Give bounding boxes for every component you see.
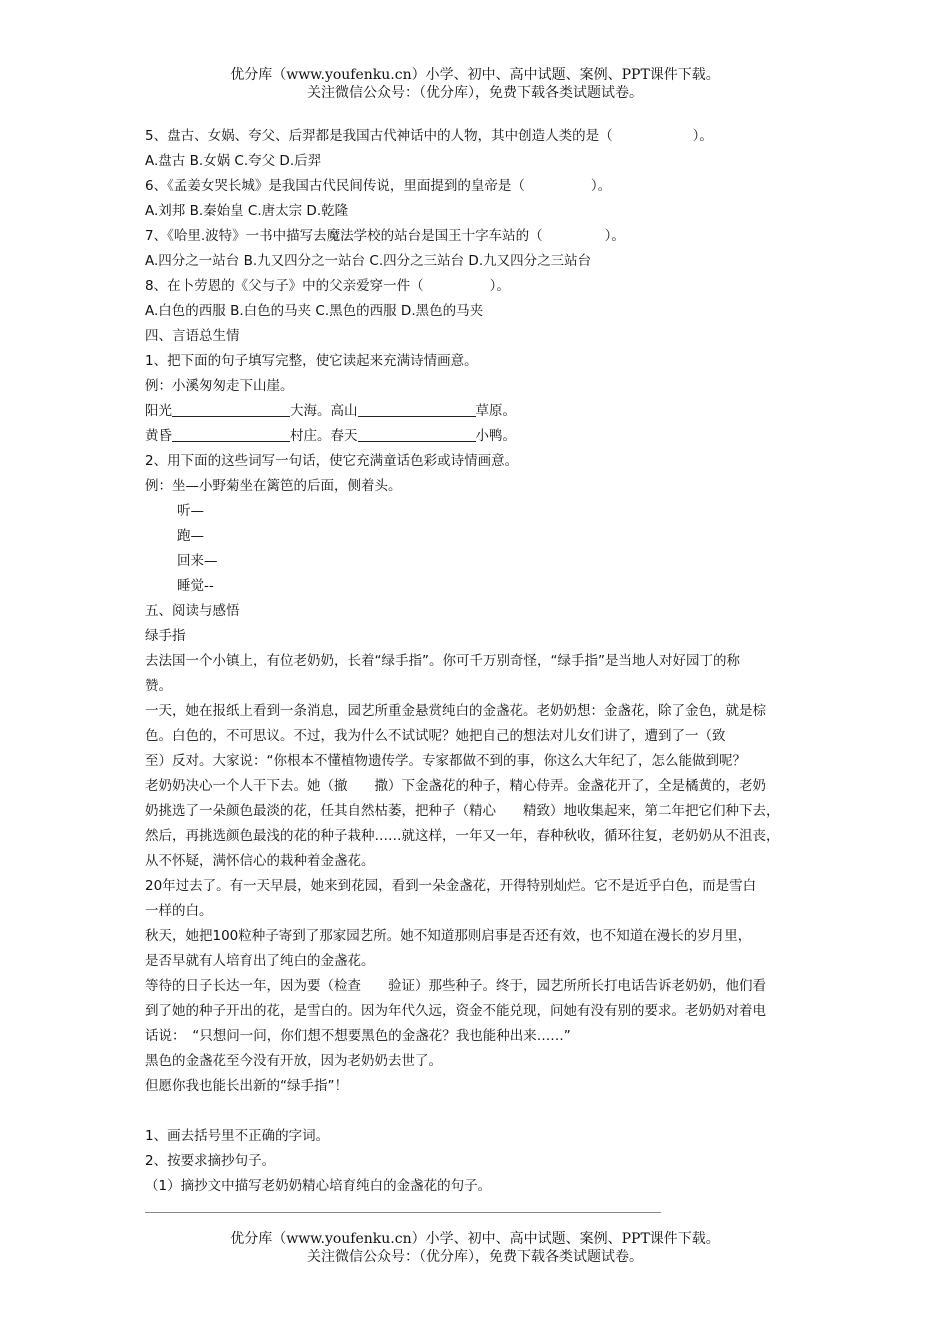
section-4-title: 四、言语总生情 bbox=[145, 328, 240, 344]
word-prompt: 跑— bbox=[177, 528, 204, 544]
story-line: 一样的白。 bbox=[145, 903, 213, 919]
spacer bbox=[145, 1099, 825, 1124]
header-line-1: 优分库（www.youfenku.cn）小学、初中、高中试题、案例、PPT课件下载。 bbox=[230, 67, 720, 83]
footer-line-1: 优分库（www.youfenku.cn）小学、初中、高中试题、案例、PPT课件下载。 bbox=[230, 1231, 720, 1247]
story-line: 20年过去了。有一天早晨，她来到花园，看到一朵金盏花，开得特别灿烂。它不是近乎白色，而是雪白 bbox=[145, 878, 757, 894]
section-4-question-2: 2、用下面的这些词写一句话，使它充满童话色彩或诗情画意。 bbox=[145, 453, 519, 469]
answer-blank[interactable] bbox=[172, 402, 290, 417]
story-line: 色。白色的，不可思议。不过，我为什么不试试呢？她把自己的想法对儿女们讲了，遭到了一（致 bbox=[145, 728, 726, 744]
question-8: 8、在卜劳恩的《父与子》中的父亲爱穿一件（ ）。 bbox=[145, 278, 510, 294]
story-line: 等待的日子长达一年，因为要（检查 验证）那些种子。终于，园艺所所长打电话告诉老奶奶，他们看 bbox=[145, 978, 766, 994]
story-line: 是否早就有人培育出了纯白的金盏花。 bbox=[145, 953, 375, 969]
question-8-options: A.白色的西服 B.白色的马夹 C.黑色的西服 D.黑色的马夹 bbox=[145, 303, 484, 319]
reading-question: （1）摘抄文中描写老奶奶精心培育纯白的金盏花的句子。 bbox=[145, 1178, 492, 1194]
document-body bbox=[145, 124, 825, 1199]
word-prompt: 睡觉-- bbox=[177, 578, 214, 594]
story-line: 但愿你我也能长出新的“绿手指”！ bbox=[145, 1078, 348, 1094]
story-line: 老奶奶决心一个人干下去。她（撤 撒）下金盏花的种子，精心侍弄。金盏花开了，全是橘黄的，老奶 bbox=[145, 778, 766, 794]
answer-blank[interactable] bbox=[172, 427, 290, 442]
footer-line-2: 关注微信公众号：（优分库），免费下载各类试题试卷。 bbox=[307, 1249, 643, 1265]
page-header bbox=[0, 66, 950, 102]
question-6: 6、《孟姜女哭长城》是我国古代民间传说，里面提到的皇帝是（ ）。 bbox=[145, 178, 612, 194]
story-line: 秋天，她把100粒种子寄到了那家园艺所。她不知道那则启事是否还有效，也不知道在漫长的岁月里， bbox=[145, 928, 752, 944]
header-line-2: 关注微信公众号：（优分库），免费下载各类试题试卷。 bbox=[307, 85, 643, 101]
story-line: 从不怀疑，满怀信心的栽种着金盏花。 bbox=[145, 853, 375, 869]
question-7: 7、《哈里.波特》一书中描写去魔法学校的站台是国王十字车站的（ ）。 bbox=[145, 228, 625, 244]
footer-divider bbox=[145, 1212, 661, 1213]
story-line: 话说： “只想问一问，你们想不想要黑色的金盏花？我也能种出来……” bbox=[145, 1028, 571, 1044]
story-line: 黑色的金盏花至今没有开放，因为老奶奶去世了。 bbox=[145, 1053, 442, 1069]
answer-blank[interactable] bbox=[358, 402, 476, 417]
question-5: 5、盘古、女娲、夸父、后羿都是我国古代神话中的人物，其中创造人类的是（ ）。 bbox=[145, 128, 713, 144]
answer-blank[interactable] bbox=[358, 427, 476, 442]
question-6-options: A.刘邦 B.秦始皇 C.唐太宗 D.乾隆 bbox=[145, 203, 349, 219]
story-line: 一天，她在报纸上看到一条消息，园艺所重金悬赏纯白的金盏花。老奶奶想：金盏花，除了金色，就是棕 bbox=[145, 703, 766, 719]
section-4-example-2: 例：坐—小野菊坐在篱笆的后面，侧着头。 bbox=[145, 478, 402, 494]
story-line: 奶挑选了一朵颜色最淡的花，任其自然枯萎，把种子（精心 精致）地收集起来，第二年把它们种下去， bbox=[145, 803, 780, 819]
fill-in-line-2: 黄昏 村庄。春天 小鸭。 bbox=[145, 428, 516, 444]
section-4-question-1: 1、把下面的句子填写完整，使它读起来充满诗情画意。 bbox=[145, 353, 478, 369]
reading-question: 2、按要求摘抄句子。 bbox=[145, 1153, 276, 1169]
story-line: 去法国一个小镇上，有位老奶奶，长着“绿手指”。你可千万别奇怪，“绿手指”是当地人对好园丁的称 bbox=[145, 653, 740, 669]
fill-in-line-1: 阳光 大海。高山 草原。 bbox=[145, 403, 516, 419]
question-5-options: A.盘古 B.女娲 C.夸父 D.后羿 bbox=[145, 153, 322, 169]
section-4-example-1: 例：小溪匆匆走下山崖。 bbox=[145, 378, 294, 394]
word-prompt: 回来— bbox=[177, 553, 218, 569]
page-footer bbox=[0, 1230, 950, 1266]
word-prompt: 听— bbox=[177, 503, 204, 519]
story-line: 赞。 bbox=[145, 678, 172, 694]
reading-question: 1、画去括号里不正确的字词。 bbox=[145, 1128, 330, 1144]
question-7-options: A.四分之一站台 B.九又四分之一站台 C.四分之三站台 D.九又四分之三站台 bbox=[145, 253, 592, 269]
story-line: 然后，再挑选颜色最浅的花的种子栽种……就这样，一年又一年，春种秋收，循环往复，老奶奶从不沮丧， bbox=[145, 828, 780, 844]
section-5-title: 五、阅读与感悟 bbox=[145, 603, 240, 619]
story-line: 至）反对。大家说：“你根本不懂植物遗传学。专家都做不到的事，你这么大年纪了，怎么能做到呢？ bbox=[145, 753, 746, 769]
story-title: 绿手指 bbox=[145, 628, 186, 644]
story-line: 到了她的种子开出的花，是雪白的。因为年代久远，资金不能兑现，问她有没有别的要求。老奶奶对着电 bbox=[145, 1003, 766, 1019]
